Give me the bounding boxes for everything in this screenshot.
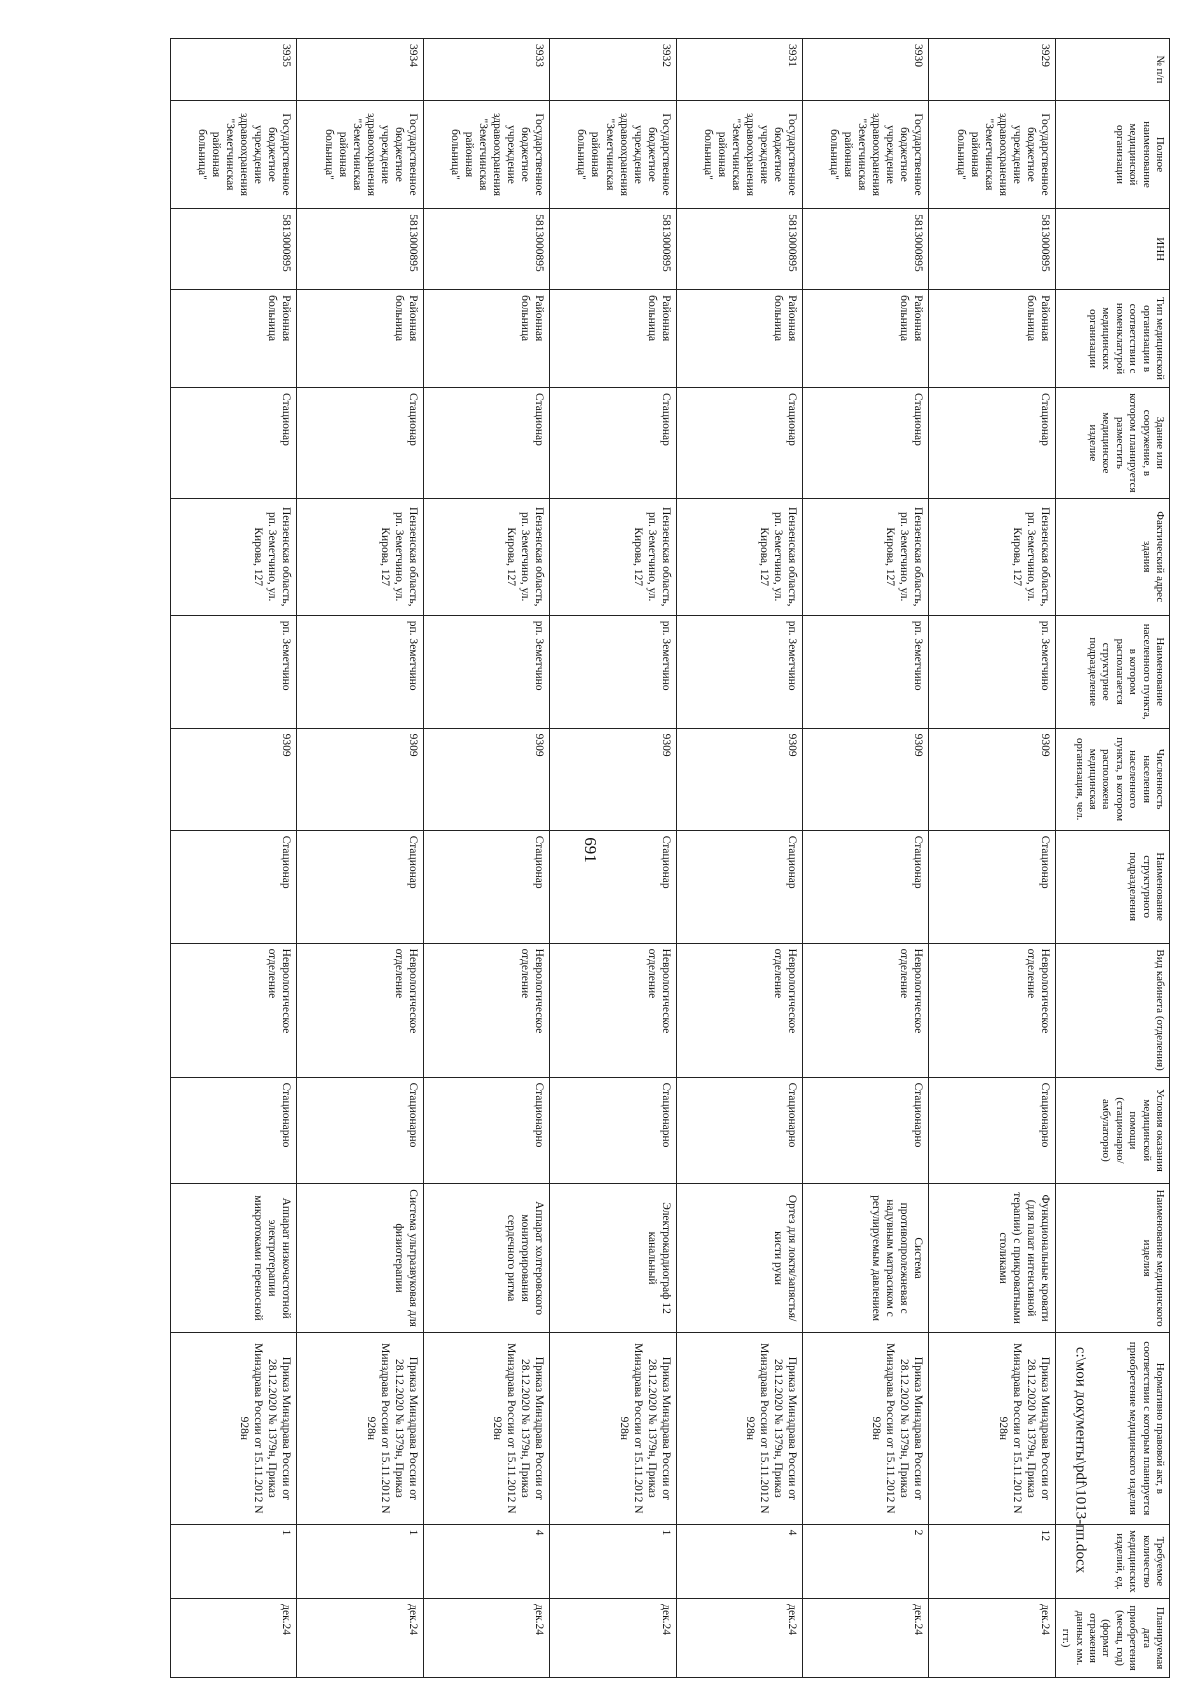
cell-num: 3932 [550,39,676,101]
cell-building: Стационар [423,388,549,499]
cell-type: Районная больница [297,290,423,388]
cell-address: Пензенская область, рп. Земетчино, ул. Кирова, 127 [423,498,549,615]
cell-num: 3934 [297,39,423,101]
cell-cabinet: Неврологическое отделение [550,943,676,1077]
cell-date: дек.24 [171,1599,297,1678]
table-row [171,39,297,1678]
cell-unit: Стационар [423,830,549,943]
cell-address: Пензенская область, рп. Земетчино, ул. Кирова, 127 [929,498,1055,615]
cell-inn: 5813000895 [423,209,549,290]
col-header-conditions: Условия оказания медицинской помощи (стационарно/ амбулаторно) [1055,1077,1169,1183]
cell-qty: 1 [171,1524,297,1599]
cell-address: Пензенская область, рп. Земетчино, ул. Кирова, 127 [171,498,297,615]
cell-device: Ортез для локтя/запястья/кисти руки [676,1184,802,1333]
cell-qty: 4 [676,1524,802,1599]
cell-date: дек.24 [929,1599,1055,1678]
cell-inn: 5813000895 [929,209,1055,290]
cell-unit: Стационар [676,830,802,943]
cell-qty: 12 [929,1524,1055,1599]
cell-num: 3929 [929,39,1055,101]
cell-conditions: Стационарно [171,1077,297,1183]
cell-unit: Стационар [929,830,1055,943]
table-row [676,39,802,1678]
cell-population: 9309 [550,728,676,830]
cell-address: Пензенская область, рп. Земетчино, ул. Кирова, 127 [550,498,676,615]
cell-unit: Стационар [550,830,676,943]
col-header-population: Численность населения населенного пункта, в котором расположена медицинская организация, чел. [1055,728,1169,830]
cell-device: Аппарат холтеровского мониторирования сердечного ритма [423,1184,549,1333]
cell-act: Приказ Минздрава России от 28.12.2020 № 1379н, Приказ Минздрава России от 15.11.2012 N 928н [297,1333,423,1525]
cell-org: Государственное бюджетное учреждение здравоохранения "Земетчинская районная больница" [929,100,1055,209]
equipment-table [170,38,1170,1678]
cell-num: 3935 [171,39,297,101]
cell-date: дек.24 [676,1599,802,1678]
cell-act: Приказ Минздрава России от 28.12.2020 № 1379н, Приказ Минздрава России от 15.11.2012 N 928н [676,1333,802,1525]
cell-inn: 5813000895 [550,209,676,290]
table-row [297,39,423,1678]
cell-num: 3933 [423,39,549,101]
table-row [929,39,1055,1678]
cell-qty: 1 [550,1524,676,1599]
cell-building: Стационар [550,388,676,499]
cell-population: 9309 [171,728,297,830]
cell-date: дек.24 [423,1599,549,1678]
col-header-unit: Наименование структурного подразделения [1055,830,1169,943]
document-sheet [170,38,1170,1678]
table-body [171,39,1056,1678]
cell-qty: 4 [423,1524,549,1599]
cell-conditions: Стационарно [550,1077,676,1183]
cell-org: Государственное бюджетное учреждение здравоохранения "Земетчинская районная больница" [297,100,423,209]
cell-settlement: рп. Земетчино [297,615,423,728]
col-header-num: № п/п [1055,39,1169,101]
cell-cabinet: Неврологическое отделение [676,943,802,1077]
cell-inn: 5813000895 [297,209,423,290]
cell-type: Районная больница [802,290,928,388]
cell-qty: 2 [802,1524,928,1599]
cell-org: Государственное бюджетное учреждение здравоохранения "Земетчинская районная больница" [802,100,928,209]
cell-unit: Стационар [297,830,423,943]
cell-org: Государственное бюджетное учреждение здравоохранения "Земетчинская районная больница" [171,100,297,209]
cell-settlement: рп. Земетчино [929,615,1055,728]
cell-act: Приказ Минздрава России от 28.12.2020 № 1379н, Приказ Минздрава России от 15.11.2012 N 928н [929,1333,1055,1525]
cell-cabinet: Неврологическое отделение [929,943,1055,1077]
cell-conditions: Стационарно [297,1077,423,1183]
cell-qty: 1 [297,1524,423,1599]
cell-org: Государственное бюджетное учреждение здравоохранения "Земетчинская районная больница" [676,100,802,209]
col-header-address: Фактический адрес здания [1055,498,1169,615]
cell-cabinet: Неврологическое отделение [802,943,928,1077]
cell-conditions: Стационарно [802,1077,928,1183]
cell-population: 9309 [423,728,549,830]
table-row [423,39,549,1678]
cell-device: Функциональные кровати (для палат интенсивной терапии) с прикроватными столиками [929,1184,1055,1333]
cell-type: Районная больница [423,290,549,388]
cell-cabinet: Неврологическое отделение [171,943,297,1077]
cell-act: Приказ Минздрава России от 28.12.2020 № 1379н, Приказ Минздрава России от 15.11.2012 N 928н [171,1333,297,1525]
cell-inn: 5813000895 [171,209,297,290]
cell-date: дек.24 [802,1599,928,1678]
cell-device: Система ультразвуковая для физиотерапии [297,1184,423,1333]
cell-org: Государственное бюджетное учреждение здравоохранения "Земетчинская районная больница" [423,100,549,209]
col-header-act: Нормативно правовой акт, в соответствии с которым планируется приобретение медицинского изделия [1055,1333,1169,1525]
cell-population: 9309 [802,728,928,830]
col-header-qty: Требуемое количество медицинских изделий, ед. [1055,1524,1169,1599]
cell-type: Районная больница [550,290,676,388]
col-header-settlement: Наименование населенного пункта, в котором располагается структурное подразделение [1055,615,1169,728]
cell-settlement: рп. Земетчино [423,615,549,728]
cell-conditions: Стационарно [676,1077,802,1183]
cell-settlement: рп. Земетчино [676,615,802,728]
cell-conditions: Стационарно [423,1077,549,1183]
cell-num: 3931 [676,39,802,101]
col-header-date: Планируемая дата приобретения (месяц, год) (формат отражения данных мм. ггг.) [1055,1599,1169,1678]
table-row [802,39,928,1678]
cell-population: 9309 [297,728,423,830]
cell-device: Электрокардиограф 12 канальный [550,1184,676,1333]
cell-inn: 5813000895 [676,209,802,290]
cell-date: дек.24 [297,1599,423,1678]
cell-unit: Стационар [171,830,297,943]
cell-inn: 5813000895 [802,209,928,290]
cell-act: Приказ Минздрава России от 28.12.2020 № 1379н, Приказ Минздрава России от 15.11.2012 N 928н [550,1333,676,1525]
cell-act: Приказ Минздрава России от 28.12.2020 № 1379н, Приказ Минздрава России от 15.11.2012 N 928н [423,1333,549,1525]
cell-cabinet: Неврологическое отделение [297,943,423,1077]
cell-population: 9309 [676,728,802,830]
cell-building: Стационар [676,388,802,499]
cell-address: Пензенская область, рп. Земетчино, ул. Кирова, 127 [297,498,423,615]
col-header-device: Наименование медицинского изделия [1055,1184,1169,1333]
cell-act: Приказ Минздрава России от 28.12.2020 № 1379н, Приказ Минздрава России от 15.11.2012 N 928н [802,1333,928,1525]
cell-settlement: рп. Земетчино [802,615,928,728]
col-header-inn: ИНН [1055,209,1169,290]
cell-building: Стационар [929,388,1055,499]
cell-conditions: Стационарно [929,1077,1055,1183]
cell-building: Стационар [171,388,297,499]
cell-type: Районная больница [929,290,1055,388]
cell-num: 3930 [802,39,928,101]
cell-settlement: рп. Земетчино [550,615,676,728]
cell-type: Районная больница [676,290,802,388]
cell-org: Государственное бюджетное учреждение здравоохранения "Земетчинская районная больница" [550,100,676,209]
cell-unit: Стационар [802,830,928,943]
cell-date: дек.24 [550,1599,676,1678]
cell-building: Стационар [297,388,423,499]
cell-population: 9309 [929,728,1055,830]
col-header-type: Тип медицинской организации в соответствии с номенклатурой медицинских организации [1055,290,1169,388]
cell-address: Пензенская область, рп. Земетчино, ул. Кирова, 127 [676,498,802,615]
cell-settlement: рп. Земетчино [171,615,297,728]
col-header-org: Полное наименование медицинской организации [1055,100,1169,209]
cell-device: Система противопролежневая с надувным матрасиком с регулируемым давлением [802,1184,928,1333]
cell-building: Стационар [802,388,928,499]
table-row [550,39,676,1678]
cell-type: Районная больница [171,290,297,388]
footer-file-path: c:\мои документы\pdf\1013-пп.docx [1072,1346,1089,1574]
cell-address: Пензенская область, рп. Земетчино, ул. Кирова, 127 [802,498,928,615]
page-number: 691 [581,837,600,863]
cell-device: Аппарат низкочастотной электротерапии микротоками переносной [171,1184,297,1333]
col-header-building: Здание или сооружение, в котором планируется разместить медицинское изделие [1055,388,1169,499]
col-header-cabinet: Вид кабинета (отделения) [1055,943,1169,1077]
cell-cabinet: Неврологическое отделение [423,943,549,1077]
